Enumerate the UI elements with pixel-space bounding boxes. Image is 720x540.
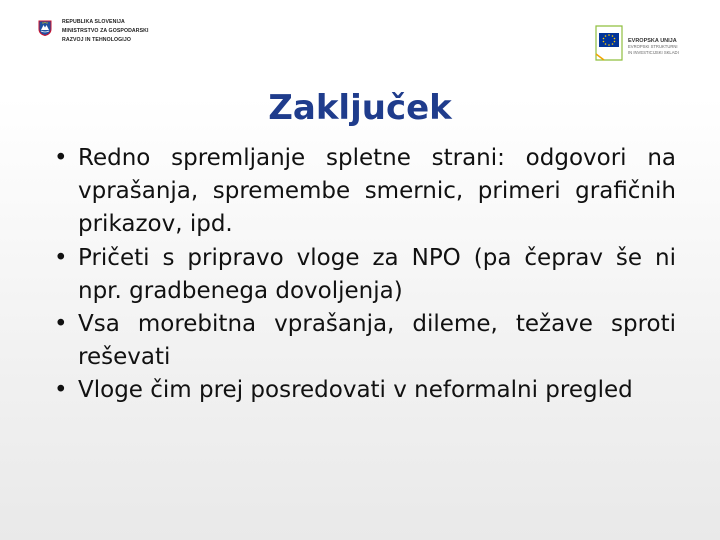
eu-text: [628, 38, 679, 56]
bullet-dot-icon: •: [54, 244, 68, 271]
bullet-dot-icon: •: [54, 145, 68, 171]
slide-title: [0, 88, 720, 128]
bullet-text: Vsa morebitna vprašanja, dileme, težave sproti reševati: [78, 311, 676, 371]
bullet-list: [48, 142, 676, 408]
eu-line: IN INVESTICIJSKI SKLADI: [628, 50, 679, 55]
ministry-line: MINISTRSTVO ZA GOSPODARSKI: [62, 28, 149, 34]
bullet-item: [48, 142, 676, 242]
bullet-text: Pričeti s pripravo vloge za NPO (pa čeprav še ni npr. gradbenega dovoljenja): [78, 244, 676, 304]
ministry-line: RAZVOJ IN TEHNOLOGIJO: [62, 37, 131, 43]
bullet-dot-icon: •: [54, 377, 68, 404]
eu-logo: [594, 24, 706, 66]
eu-flag-icon: [594, 24, 624, 62]
bullet-text: Redno spremljanje spletne strani: odgovori na vprašanja, spremembe smernic, primeri grafičnih prikazov, ipd.: [78, 145, 676, 238]
eu-line: EVROPSKI STRUKTURNI: [628, 44, 678, 49]
bullet-text: Vloge čim prej posredovati v neformalni pregled: [78, 377, 633, 404]
bullet-dot-icon: •: [54, 311, 68, 338]
ministry-line: REPUBLIKA SLOVENIJA: [62, 19, 125, 25]
ministry-logo: [38, 18, 149, 50]
bullet-item: [48, 374, 676, 407]
bullet-item: [48, 242, 676, 308]
slide-title-text: Zaključek: [268, 88, 452, 128]
ministry-name: [62, 18, 149, 45]
slovenia-crest-icon: [38, 20, 52, 36]
bullet-item: [48, 308, 676, 374]
eu-line: EVROPSKA UNIJA: [628, 38, 677, 44]
